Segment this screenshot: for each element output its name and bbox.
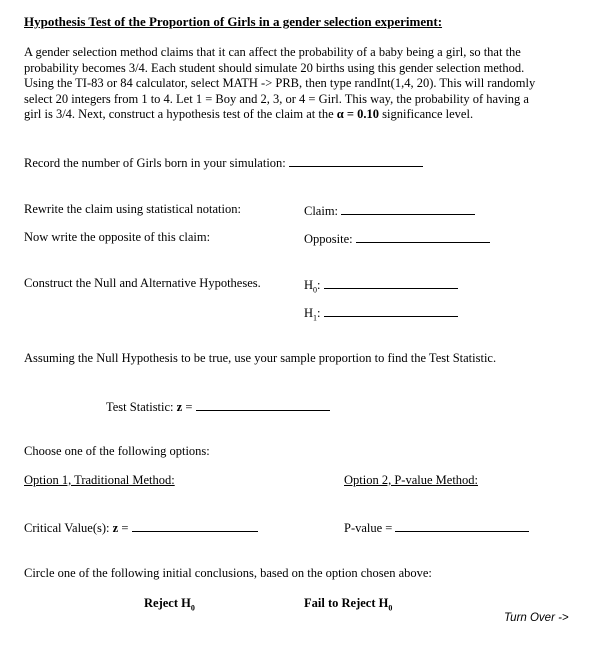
opposite-blank[interactable]	[356, 230, 490, 243]
claim-label: Claim:	[304, 204, 339, 218]
intro-line-5-pre: girl is 3/4. Next, construct a hypothesis test of the claim at the	[24, 107, 337, 121]
p-value-blank[interactable]	[395, 519, 529, 532]
alpha-value: α = 0.10	[336, 107, 380, 121]
intro-line-4: select 20 integers from 1 to 4. Let 1 = Boy and 2, 3, or 4 = Girl. This way, the probability of having a	[24, 91, 529, 106]
record-girls-row	[24, 154, 423, 171]
fail-to-reject-h0-option[interactable]: Fail to Reject $H_0$	[304, 596, 393, 613]
intro-line-1: A gender selection method claims that it can affect the probability of a baby being a girl, so that the	[24, 45, 521, 59]
h0-blank[interactable]	[324, 276, 458, 289]
record-girls-blank[interactable]	[289, 154, 423, 167]
intro-line-5-post: significance level.	[379, 107, 474, 121]
opposite-label: Opposite:	[304, 232, 353, 246]
opposite-row	[304, 230, 490, 247]
circle-conclusion-text: Circle one of the following initial conclusions, based on the option chosen above:	[24, 566, 432, 580]
test-statistic-blank[interactable]	[196, 398, 330, 411]
hypotheses-prompt: Construct the Null and Alternative Hypotheses.	[24, 276, 261, 290]
critical-value-row	[24, 519, 258, 536]
critical-value-blank[interactable]	[132, 519, 258, 532]
rewrite-claim-label: Rewrite the claim using statistical notation:	[24, 202, 241, 216]
turn-over-note: Turn Over ->	[504, 612, 569, 624]
claim-blank[interactable]	[341, 202, 475, 215]
option-2-label: Option 2, P-value Method:	[344, 473, 479, 487]
critical-value-label: Critical Value(s):	[24, 521, 113, 535]
assuming-instruction: Assuming the Null Hypothesis to be true, use your sample proportion to find the Test Statistic.	[24, 351, 497, 365]
record-girls-label: Record the number of Girls born in your simulation:	[24, 156, 286, 170]
critical-value-equals: =	[121, 521, 129, 535]
h0-label: $H_0$:	[304, 278, 321, 295]
intro-line-3: Using the TI-83 or 84 calculator, select MATH -> PRB, then type randInt(1,4, 20). This will randomly	[24, 76, 536, 90]
h1-label: $H_1$:	[304, 306, 321, 323]
test-statistic-row	[106, 398, 330, 415]
p-value-label: P-value =	[344, 521, 393, 535]
page-title: Hypothesis Test of the Proportion of Girls in a gender selection experiment:	[24, 14, 443, 29]
test-statistic-label: Test Statistic:	[106, 400, 174, 414]
critical-value-var: z	[112, 521, 119, 535]
h1-blank[interactable]	[324, 304, 458, 317]
intro-line-2: probability becomes 3/4. Each student should simulate 20 births using this gender selection method.	[24, 60, 525, 75]
null-hypothesis-row	[304, 276, 458, 295]
test-statistic-equals: =	[185, 400, 193, 414]
claim-row	[304, 202, 475, 219]
reject-h0-option[interactable]: Reject $H_0$	[144, 596, 195, 613]
choose-options-text: Choose one of the following options:	[24, 444, 210, 458]
option-1-label: Option 1, Traditional Method:	[24, 473, 175, 487]
p-value-row	[344, 519, 529, 536]
test-statistic-var: z	[176, 400, 183, 414]
alt-hypothesis-row	[304, 304, 458, 323]
opposite-prompt: Now write the opposite of this claim:	[24, 230, 211, 244]
intro-paragraph	[24, 45, 590, 123]
intro-line-5	[24, 107, 590, 123]
